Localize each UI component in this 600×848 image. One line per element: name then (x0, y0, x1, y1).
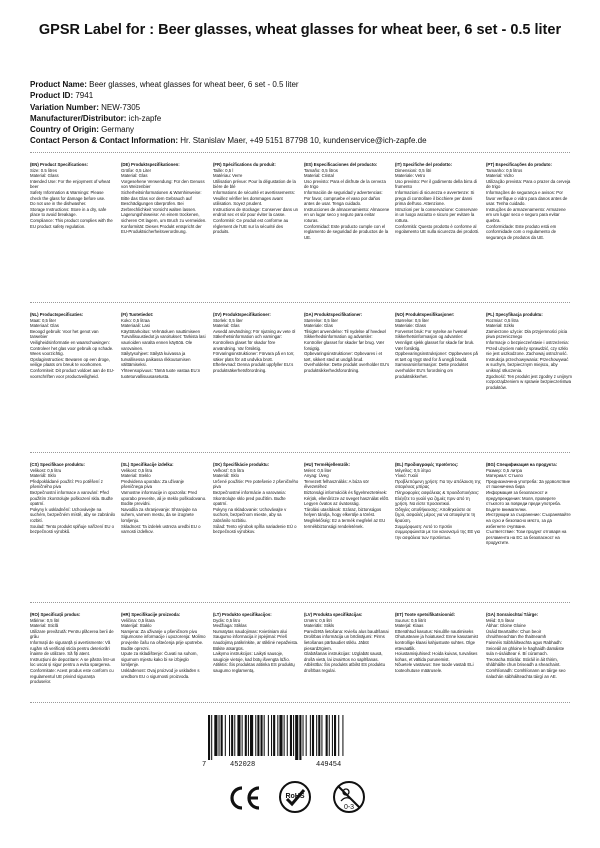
language-spec-body: Rozmiar: 0,5 litra Materiał: Szkło Zamierzone użycie: Dla przyjemności picia piwa pszenicznego Informacje o bezpieczeństwie i ostrzeżenia: Przed użyciem należy sprawdzić, czy szkło nie jest uszkodzone. Zachowaj ostrożność. Instrukcja przechowywania: Przechowywać w suchym, bezpiecznym miejscu, aby uniknąć stłuczenia. Zgodność: Ten produkt jest zgodny z unijnym rozporządzeniem w sprawie bezpieczeństwa produktów. (486, 317, 572, 390)
language-spec-block (121, 462, 207, 602)
language-spec-heading: (HR) Specifikacije proizvoda: (121, 612, 181, 617)
barcode-bar (329, 715, 330, 756)
product-name-row (30, 79, 575, 90)
language-spec-heading: (ES) Especificaciones del producto: (304, 162, 378, 167)
barcode-bar (334, 715, 336, 756)
product-id: 7941 (75, 91, 94, 101)
language-spec-heading: (NL) Productspecificaties: (30, 312, 84, 317)
barcode-bar (225, 715, 226, 756)
barcode-bar (248, 715, 249, 756)
language-spec-block (395, 462, 481, 602)
language-spec-block (30, 462, 116, 602)
manufacturer-row (30, 113, 575, 124)
label: Product Name: (30, 80, 87, 89)
language-spec-heading: (RO) Specificații produs: (30, 612, 81, 617)
barcode-bar (290, 715, 292, 756)
language-spec-heading: (HU) Termékjellemzők: (304, 462, 351, 467)
language-spec-heading: (LV) Produkta specifikācijas: (304, 612, 363, 617)
rohs-icon (278, 780, 312, 819)
language-spec-heading: (SK) Špecifikácie produktu: (213, 462, 270, 467)
language-spec-block (486, 162, 572, 302)
barcode-bar (245, 715, 247, 756)
language-spec-body: Velikost: 0,5 litra Material: Steklo Predvidena uporaba: Za uživanje pšeničnega piva Varnostne informacije in opozorila: Pred uporabo preverite, ali je steklo poškodovano. Bodite previdni. Navodila za shranjevanje: Shranjujte na suhem, varnem mestu, da se izognete lomljenju. Skladnost: Ta izdelek ustreza uredbi EU o varnosti izdelkov. (121, 467, 207, 535)
language-spec-body: Storlek: 0,5 liter Material: Glas Avsedd användning: För njutning av vete öl Säkerhetsinformation och varningar: Kontrollera glaset för skador före användning. Var försiktig. Förvaringsinstruktioner: Förvara på en torr, säker plats för att undvika brott. Efterlevnad: Denna produkt uppfyller EU:s produktsäkerhetsförordning. (213, 317, 296, 373)
language-spec-body: Mărime: 0,5 litri Material: Sticlă Utilizare prevăzută: Pentru plăcerea berii de grâu Informații de siguranță și avertismente: Vă rugăm să verificați sticla pentru deteriorări înainte de utilizare. Să fiți atent. Instrucțiuni de depozitare: A se păstra într-un loc uscat și sigur pentru a evita spargerea. Conformitate: Acest produs este conform cu regulamentul UE privind siguranța produselor. (30, 617, 116, 685)
language-spec-body: Tamanho: 0,5 litros Material: Vidro Utilização prevista: Para o prazer da cerveja de trigo Informações de segurança e avisos: Por favor verifique o vidro para danos antes de usar. Tenha cuidado. Instruções de armazenamento: Armazene em um lugar seco e seguro para evitar quebra. Conformidade: Este produto está em conformidade com o regulamento de segurança de produtos da UE. (486, 167, 571, 240)
barcode-bar (342, 715, 343, 756)
barcode-bar (211, 715, 212, 760)
language-spec-body: Méret: 0,5 liter Anyag: Üveg Tervezett felhasználás: A búza sör élvezetéhez Biztonsági információk és figyelmeztetések: Kérjük, ellenőrizze az üveget használat előtt. Legyen óvatos az óvatosság. Tárolási utasítások: Száraz, biztonságos helyen tárolja, hogy elkerülje a törést. Megfelelőség: Ez a termék megfelel az EU termékbiztonsági rendeletének. (304, 467, 390, 529)
barcode-bar (255, 715, 256, 756)
barcode-bar (261, 715, 263, 756)
barcode-bar (312, 715, 314, 756)
divider (30, 452, 570, 453)
language-spec-body: Maat: 0,5 liter Materiaal: Glas Beoogd gebruik: Voor het genot van tarwebier Veiligheidsinformatie en waarschuwingen: Controleer het glas voor gebruik op schade. Wees voorzichtig. Opslaginstructies: Bewaren op een droge, veilige plaats om breuk te voorkomen. Conformiteit: Dit product voldoet aan de EU-voorschriften voor productveiligheid. (30, 317, 115, 379)
barcode-lead-digit: 7 (202, 761, 207, 769)
language-spec-block (30, 612, 116, 712)
barcode-bar (271, 715, 272, 756)
barcode-left-digits: 452028 (230, 761, 256, 769)
language-spec-body: Størrelse: 0,5 liter Materiale: Glass Forventet bruk: For nytelse av hveteøl Sikkerhetsinformasjon og advarsler: Vennligst sjekk glasset for skade før bruk. Vær forsiktig. Oppbevaringsinstruksjoner: Oppbevares på et tørt og trygt sted for å unngå brudd. Samsvarsinformasjon: Dette produktet overholder EU's forordning om produktsikkerhet. (395, 317, 478, 379)
language-spec-body: Koko: 0,5 litraa Materiaali: Lasi Käyttötarkoitus: Vehnäoluen nauttimiseen Turvallisuustiedot ja varoitukset: Tarkista lasi vaurioiden varalta ennen käyttöä. Ole varovainen. Säilytysohjeet: Säilytä kuivassa ja turvallisessa paikassa rikkoutumisen välttämiseksi. Yhteensopivuus: Tämä tuote vastaa EU:n tuoteturvallisuusasetusta. (121, 317, 206, 379)
label: Manufacturer/Distributor: (30, 113, 127, 123)
language-spec-heading: (ET) Toote spetsifikatsioonid: (395, 612, 456, 617)
language-spec-heading: (EL) Προδιαγραφές προϊόντος: (395, 462, 459, 467)
language-spec-body: Méid: 0,5 litear Ábhar: Gloine Gloine Úsáid Beartaithe: Chun beoir chruithneachtan the thaitneamh Faisnéis Sábháilteachta agus Rabhadh: Seiceáil an ghloine le haghaidh damáiste sula n-úsáidtear é. Bí cúramach. Treoracha Stórála: Stóráil in áit thirim, shábháilte chun briseadh a sheachaint. Comhlíonadh: Comhlíonann an táirge seo rialachán sábháilteachta táirgí an AE. (486, 617, 566, 679)
label: Contact Person & Contact Information: (30, 136, 179, 146)
language-spec-block (304, 612, 390, 712)
barcode-bar (219, 715, 220, 756)
country-of-origin: Germany (101, 125, 135, 135)
barcode-bar (299, 715, 301, 760)
svg-text:RoHS: RoHS (285, 793, 305, 800)
language-spec-block (304, 312, 390, 452)
language-spec-body: Velikost: 0,5 litru Materiál: Sklo Předpokládané použití: Pro potěšení z pšeničného piva Bezpečnostní informace a varování: Před použitím zkontrolujte poškození skla. Buďte opatrní. Pokyny k uskladnění: Uchovávejte na suchém, bezpečném místě, aby se zabránilo rozbití. Soulad: Tento produkt splňuje nařízení EU o bezpečnosti výrobků. (30, 467, 116, 535)
language-spec-block (395, 162, 481, 302)
barcode-bar (332, 715, 333, 756)
barcode-bar (326, 715, 328, 756)
language-spec-block (213, 312, 299, 452)
language-spec-heading: (IT) Specifiche del prodotto: (395, 162, 453, 167)
label: Country of Origin: (30, 125, 99, 135)
language-spec-heading: (CS) Specifikace produktu: (30, 462, 85, 467)
language-spec-block (486, 312, 572, 452)
language-spec-block (304, 162, 390, 302)
ean-barcode (204, 715, 392, 760)
language-spec-block (121, 312, 207, 452)
barcode-bar (318, 715, 320, 756)
language-spec-block (213, 612, 299, 712)
barcode-bar (277, 715, 278, 756)
label: Product ID: (30, 91, 74, 101)
barcode-bar (257, 715, 259, 756)
language-spec-body: Veľkosť: 0,5 litra Materiál: Sklo Určené použitie: Pre potešenie z pšeničného piva Bezpečnostné informácie a varovania: Skontrolujte sklo pred použitím. Buďte opatrní. Pokyny na skladovanie: Uchovávajte v suchom, bezpečnom mieste, aby sa zabránilo rozbitiu. Súlad: Tento výrobok spĺňa nariadenie EÚ o bezpečnosti výrobkov. (213, 467, 299, 535)
barcode-bar (229, 715, 230, 756)
language-spec-body: Størrelse: 0,5 liter Materiale: Glas Tilsigtet anvendelse: Til nydelse af hvedeøl Sikkerhedsinformation og advarsler: Kontroller glasset for skader før brug. Vær forsigtig. Opbevaringsinstruktioner: Opbevares i et tørt, sikkert sted at undgå brud. Overholdelse: Dette produkt overholder EU's produktsikkerhedsforordning. (304, 317, 390, 373)
language-spec-heading: (BG) Спецификация на продукта: (486, 462, 558, 467)
language-spec-heading: (LT) Produkto specifikacijos: (213, 612, 272, 617)
language-spec-heading: (SL) Specifikacije izdelka: (121, 462, 174, 467)
contact-info: Hr. Stanislav Maer, +49 5151 87798 10, kundenservice@ich-zapfe.de (180, 136, 427, 146)
language-spec-block (30, 312, 116, 452)
language-spec-block (486, 612, 572, 712)
language-spec-heading: (EN) Product Specifications: (30, 162, 89, 167)
variation-number: NEW-7305 (101, 102, 141, 112)
divider (30, 152, 570, 153)
language-spec-heading: (SV) Produktspecifikationer: (213, 312, 271, 317)
barcode-bar (237, 715, 240, 756)
barcode-bar (264, 715, 265, 756)
language-spec-block (395, 312, 481, 452)
barcode-bar (321, 715, 322, 756)
age-0-3-warning-icon (332, 780, 366, 819)
language-spec-heading: (FI) Tuotetiedot: (121, 312, 154, 317)
barcode-bar (208, 715, 210, 760)
language-spec-heading: (PT) Especificações do produto: (486, 162, 552, 167)
language-spec-body: Veličina: 0,5 litara Materijal: Staklo Namjena: Za uživanje u pšeničnom pivu Sigurnosne informacije i upozorenja: Molimo provjerite čašu na oštećenja prije upotrebe. Budite oprezni. Upute za skladištenje: Čuvati na suhom, sigurnom mjestu kako bi se izbjeglo lomljenje. Usklađenost: Ovaj proizvod je usklađen s uredbom EU o sigurnosti proizvoda. (121, 617, 206, 679)
product-id-row (30, 90, 575, 101)
language-spec-block (486, 462, 572, 602)
language-spec-block (213, 462, 299, 602)
language-spec-block (121, 162, 207, 302)
language-spec-block (395, 612, 481, 712)
page-title: GPSR Label for : Beer glasses, wheat glasses for wheat beer, 6 set - 0.5 liter (38, 22, 562, 38)
language-spec-body: Size: 0.5 litres Material: Glass Intended Use: For the enjoyment of wheat beer Safety Information & Warnings: Please check the glass for damage before use. Do not use in the dishwasher. Storage Instructions: Store in a dry, safe place to avoid breakage. Compliance: This product complies with the EU product safety regulation. (30, 167, 113, 229)
barcode-bar (231, 715, 233, 756)
barcode-bar (338, 715, 339, 756)
barcode-bar (242, 715, 243, 756)
language-spec-block (304, 462, 390, 602)
barcode-bar (303, 715, 304, 756)
language-spec-body: Taille: 0,5 l Matériau: Verre Utilisation prévue: Pour la dégustation de la bière de blé Informations de sécurité et avertissements: Veuillez vérifier les dommages avant utilisation. Soyez prudent. Instructions de stockage: Conserver dans un endroit sec et sûr pour éviter la casse. Conformité: Ce produit est conforme au règlement de l'UE sur la sécurité des produits. (213, 167, 299, 235)
language-spec-heading: (FR) Spécifications du produit: (213, 162, 276, 167)
barcode-bar (284, 715, 285, 756)
barcode-bar (268, 715, 269, 756)
language-spec-body: Μέγεθος: 0,5 λίτρα Υλικό: Γυαλί Προβλεπόμενη χρήση: Για την απόλαυση της σιταρένιας μπίρας Πληροφορίες ασφάλειας & προειδοποιήσεις: Ελέγξτε το γυαλί για ζημιές πριν από τη χρήση. Να είστε προσεκτικοί. Οδηγίες αποθήκευσης: Αποθηκεύστε σε ξηρό, ασφαλές μέρος για να αποφύγετε τη θραύση. Συμμόρφωση: Αυτό το προϊόν συμμορφώνεται με τον κανονισμό της ΕΕ για την ασφάλεια των προϊόντων. (395, 467, 481, 540)
barcode-bar (273, 715, 275, 756)
divider (30, 302, 570, 303)
barcode-bar (306, 715, 307, 756)
barcode-bar (279, 715, 282, 756)
contact-row (30, 135, 575, 146)
origin-row (30, 124, 575, 135)
divider (30, 602, 570, 603)
product-info (30, 79, 575, 147)
language-spec-heading: (DE) Produktspezifikationen: (121, 162, 180, 167)
product-name: Beer glasses, wheat glasses for wheat beer, 6 set - 0.5 liter (89, 80, 299, 89)
language-spec-block (121, 612, 207, 712)
language-spec-heading: (PL) Specyfikacja produktu: (486, 312, 543, 317)
language-spec-heading: (GA) Sonraíochtaí Táirge: (486, 612, 539, 617)
manufacturer: ich-zapfe (128, 113, 162, 123)
barcode-bar (316, 715, 317, 756)
language-spec-body: Размер: 0,5 литра Материал: Стъкло Предназначена употреба: За удоволствие от пшеничена бира Информация за безопасност и предупреждения: Моля, проверете стъклото за повреди преди употреба. Бъдете внимателни. Инструкции за съхранение: Съхранявайте на сухо и безопасно място, за да избегнете счупване. Съответствие: Този продукт отговаря на регламента на ЕС за безопасност на продуктите. (486, 467, 571, 546)
language-spec-body: Tamaño: 0,5 litros Material: Cristal Uso previsto: Para el disfrute de la cerveza de trigo Información de seguridad y advertencias: Por favor, compruebe el vaso por daños antes de usar. Tenga cuidado. Instrucciones de almacenamiento: Almacene en un lugar seco y seguro para evitar roturas. Conformidad: Este producto cumple con el reglamento de seguridad de productos de la UE. (304, 167, 390, 240)
barcode-bar (310, 715, 311, 756)
barcode-bar (250, 715, 253, 756)
label: Variation Number: (30, 102, 99, 112)
barcode-bar (214, 715, 217, 756)
language-spec-body: Suurus: 0,5 liitrit Materjal: Klaas Ettenähtud kasutus: Nisuõlle nautimiseks Ohutusteave ja hoiatused: Enne kasutamist kontrollige klaasi kahjustuste suhtes. Olge ettevaatlik. Hoiustamisjuhised: Hoida kuivas, turvalises kohas, et vältida purunemist. Nõuetele vastavus: See toode vastab ELi tooteohutuse määrusele. (395, 617, 478, 673)
variation-row (30, 102, 575, 113)
language-spec-body: Größe: 0,5 Liter Material: Glas Vorgesehene Verwendung: Für den Genuss von Weizenbier Sicherheitsinformationen & Warnhinweise: Bitte das Glas vor dem Gebrauch auf Beschädigungen überprüfen. Bei Zerbrechlichkeit Vorsicht walten lassen. Lagerungshinweise: An einem trockenen, sicheren Ort lagern, um Bruch zu vermeiden. Konformität: Dieses Produkt entspricht der EU-Produktsicherheitsverordnung. (121, 167, 207, 235)
ce-mark-icon (228, 785, 262, 816)
language-spec-heading: (NO) Produktspesifikasjoner: (395, 312, 455, 317)
barcode-bars (204, 715, 392, 760)
barcode-bar (234, 715, 235, 756)
language-spec-body: Dimensioni: 0,5 litri Materiale: Vetro Uso previsto: Per il godimento della birra di frumento Informazioni di sicurezza e avvertenze: Si prega di controllare il bicchiere per danni prima dell'uso. Attenzione. Istruzioni per la conservazione: Conservare in un luogo asciutto e sicuro per evitare la rottura. Conformità: Questo prodotto è conforme al regolamento UE sulla sicurezza dei prodotti. (395, 167, 480, 235)
language-spec-body: Dydis: 0,5 litro Medžiaga: Stiklas Numatytas naudojimas: Kvietiniam alui Saugumo informacija ir įspėjimai: Prieš naudojimą patikrinkite, ar stiklinė nepažeista. Būkite atsargūs. Laikymo instrukcijos: Laikyti sausoje, saugioje vietoje, kad būtų išvengta lūžio. Atitiktis: Šis produktas atitinka ES produktų saugumo reglamentą. (213, 617, 299, 673)
svg-text:0-3: 0-3 (343, 804, 355, 811)
barcode-bar (287, 715, 288, 756)
barcode-bar (295, 715, 298, 760)
barcode-bar (293, 715, 294, 756)
language-spec-block (30, 162, 116, 302)
language-spec-body: Izmērs: 0,5 litri Materiāls: Stikls Paredzētā lietošana: Kviešu alus baudīšanai Drošības informācija un brīdinājumi: Pirms lietošanas pārbaudiet stiklu. Jābūt piesardzīgiem. Glabāšanas instrukcijas: Uzglabāt sausā, drošā vietā, lai izvairītos no saplīšanas. Atbilstība: Šis produkts atbilst ES produktu drošības regulai. (304, 617, 389, 673)
language-spec-heading: (DA) Produktspecifikationer: (304, 312, 363, 317)
barcode-right-digits: 449454 (316, 761, 342, 769)
language-spec-block (213, 162, 299, 302)
barcode-bar (221, 715, 223, 756)
